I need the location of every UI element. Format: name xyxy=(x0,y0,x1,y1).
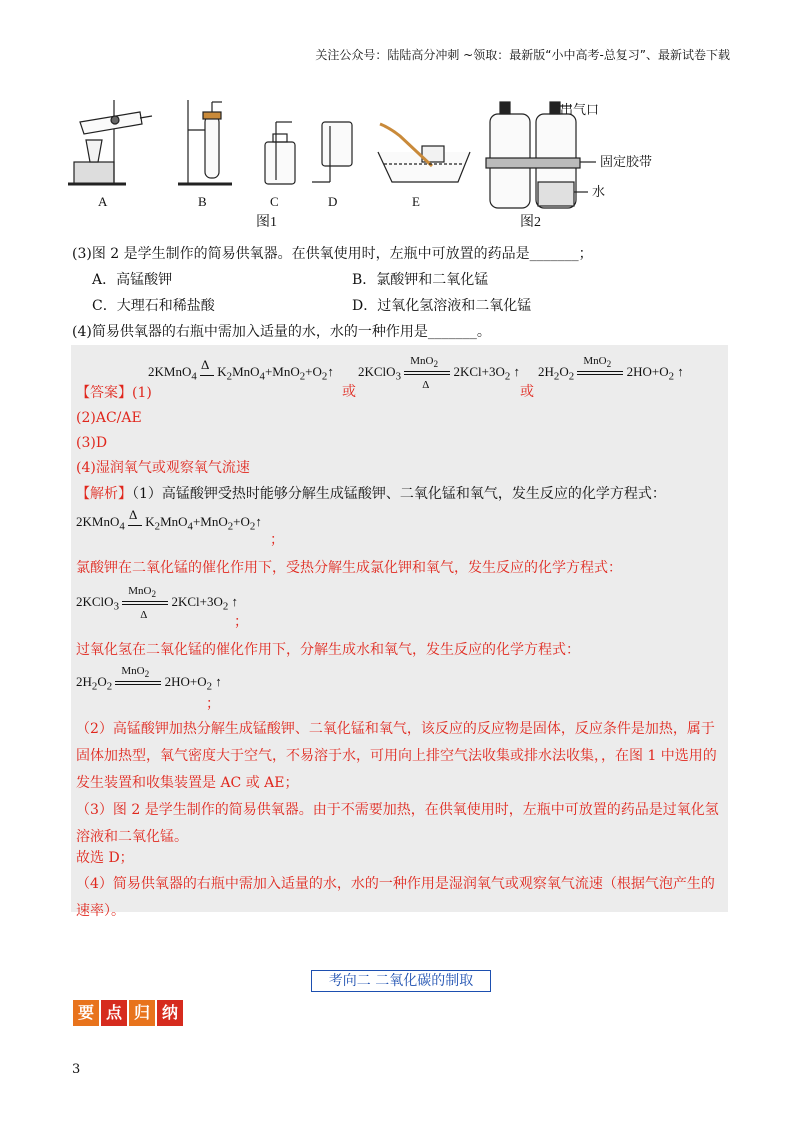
apparatus-d xyxy=(312,122,352,182)
apparatus-b xyxy=(178,100,232,184)
analysis-p1: （1）高锰酸钾受热时能够分解生成锰酸钾、二氧化锰和氧气，发生反应的化学方程式： xyxy=(132,486,666,502)
analysis-p4: （2）高锰酸钾加热分解生成锰酸钾、二氧化锰和氧气，该反应的反应物是固体，反应条件是加热，属于固体加热型，氧气密度大于空气，不易溶于水，可用向上排空气法收集或排水法收集，，在图 1 中选用的发生装置和收集装置是 AC 或 AE； xyxy=(76,721,717,791)
section-title: 考向二 二氧化碳的制取 xyxy=(311,970,491,992)
answer-4: (4)湿润氧气或观察氧气流速 xyxy=(76,460,250,476)
page-number: 3 xyxy=(72,1062,81,1077)
option-b: B．氯酸钾和二氧化锰 xyxy=(352,272,489,288)
label-e: E xyxy=(412,194,420,209)
option-d: D．过氧化氢溶液和二氧化锰 xyxy=(352,298,532,314)
label-d: D xyxy=(328,194,338,209)
analysis-p5: （3）图 2 是学生制作的简易供氧器。由于不需要加热，在供氧使用时，左瓶中可放置的药品是过氧化氢溶液和二氧化锰。 xyxy=(76,802,719,845)
badge-char-4: 纳 xyxy=(157,1000,183,1026)
apparatus-e xyxy=(378,124,470,182)
analysis-equation-kmno4: 2KMnO$_4$ Δ $K_2MnO_4+MnO_2+O_2↑$ xyxy=(76,507,262,533)
label-c: C xyxy=(270,194,279,209)
label-b: B xyxy=(198,194,207,209)
label-tape: 固定胶带 xyxy=(600,154,653,169)
badge-char-3: 归 xyxy=(129,1000,155,1026)
answer-2: (2)AC/AE xyxy=(76,410,142,426)
fig1-caption: 图1 xyxy=(256,215,277,230)
equation-h2o2: $2H_2O_2$ MnO$_2$ $2HO+O_2$ ↑ xyxy=(538,355,684,383)
badge-char-2: 点 xyxy=(101,1000,127,1026)
analysis-p7: （4）简易供氧器的右瓶中需加入适量的水，水的一种作用是湿润氧气或观察氧气流速（根据气泡产生的速率）。 xyxy=(76,876,715,919)
analysis-equation-kclo3: 2KClO$_3$ MnO$_2$ Δ $2KCl+3O_2$ ↑ xyxy=(76,585,239,622)
apparatus-c xyxy=(265,122,295,184)
label-outlet: 出气口 xyxy=(560,102,600,117)
semicolon-2: ； xyxy=(234,614,248,630)
label-a: A xyxy=(98,194,108,209)
fig2-caption: 图2 xyxy=(520,215,541,230)
semicolon-1: ； xyxy=(270,532,284,548)
analysis-equation-h2o2: $2H_2O_2$ MnO$_2$ $2HO+O_2$ ↑ xyxy=(76,665,222,693)
option-a: A．高锰酸钾 xyxy=(92,272,173,288)
question-4-stem: (4)简易供氧器的右瓶中需加入适量的水，水的一种作用是_______。 xyxy=(72,324,491,340)
equation-kclo3: 2KClO$_3$ MnO$_2$ Δ $2KCl+3O_2$ ↑ xyxy=(358,355,521,392)
label-water: 水 xyxy=(592,184,606,199)
or-1: 或 xyxy=(342,384,356,400)
or-2: 或 xyxy=(520,384,534,400)
badge-char-1: 要 xyxy=(73,1000,99,1026)
analysis-p3: 过氧化氢在二氧化锰的催化作用下，分解生成水和氧气，发生反应的化学方程式： xyxy=(76,642,580,658)
analysis-p2: 氯酸钾在二氧化锰的催化作用下，受热分解生成氯化钾和氧气，发生反应的化学方程式： xyxy=(76,560,622,576)
analysis-p6: 故选 D； xyxy=(76,850,134,866)
semicolon-3: ； xyxy=(206,696,220,712)
equation-kmno4: 2KMnO$_4$ Δ $K_2MnO_4+MnO_2+O_2↑$ xyxy=(148,357,334,383)
oxygen-supplier xyxy=(486,102,596,208)
key-points-badge xyxy=(73,1000,183,1026)
apparatus-figures xyxy=(60,92,700,237)
analysis-label: 【解析】 xyxy=(76,486,132,502)
analysis-line-1 xyxy=(76,484,666,504)
apparatus-a xyxy=(68,100,152,184)
answer-3: (3)D xyxy=(76,435,108,451)
page-header: 关注公众号：陆陆高分冲刺 ~领取：最新版“小中高考-总复习”、最新试卷下载 xyxy=(315,48,730,62)
question-3-stem: (3)图 2 是学生制作的简易供氧器。在供氧使用时，左瓶中可放置的药品是_______； xyxy=(72,246,593,262)
answer-label: 【答案】(1) xyxy=(76,385,152,401)
option-c: C．大理石和稀盐酸 xyxy=(92,298,215,314)
